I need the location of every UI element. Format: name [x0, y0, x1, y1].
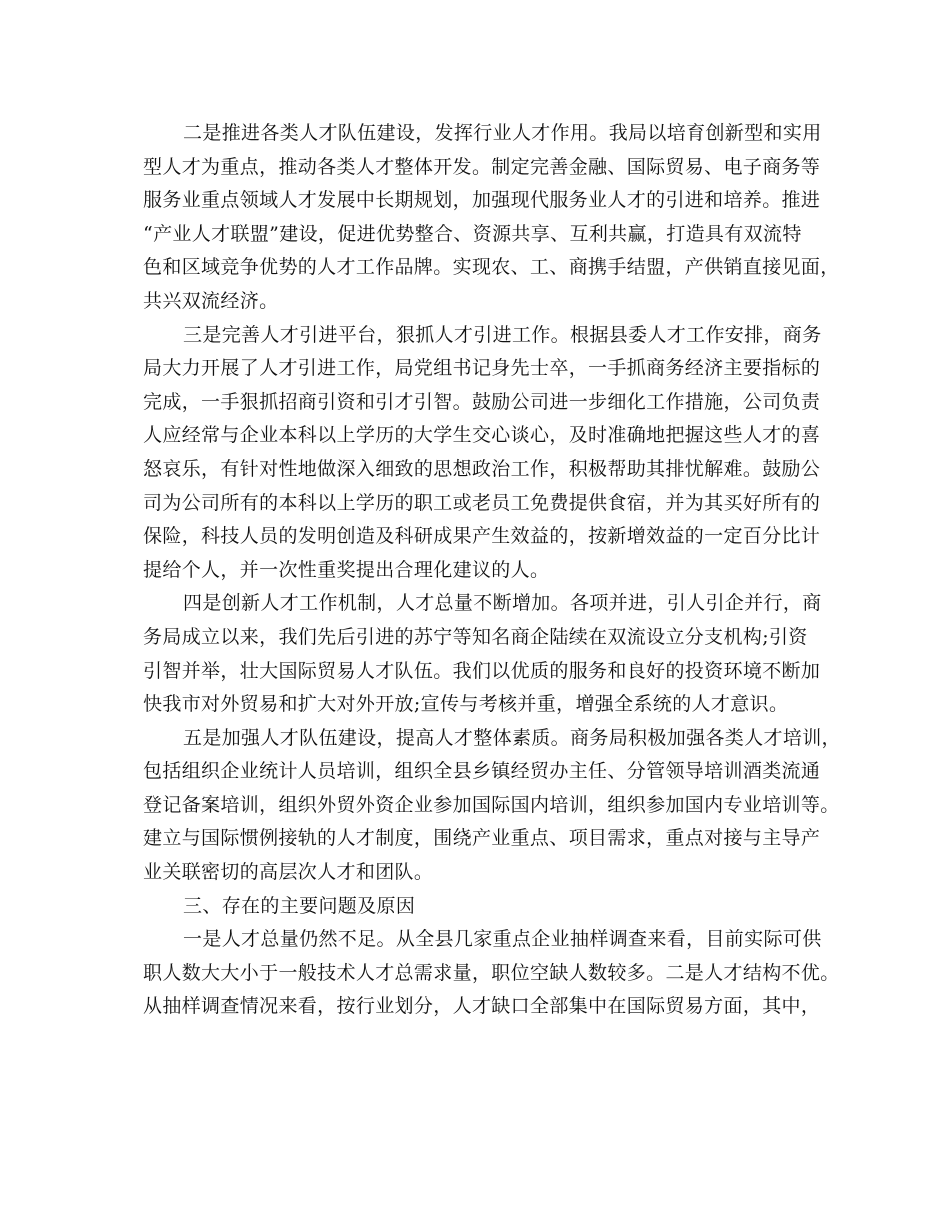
section-heading-problems	[143, 890, 808, 924]
text-line: 怒哀乐，有针对性地做深入细致的思想政治工作，积极帮助其排忧解难。鼓励公	[143, 457, 821, 480]
paragraph-overall-quality	[143, 722, 841, 890]
text-line: 包括组织企业统计人员培训，组织全县乡镇经贸办主任、分管领导培训酒类流通	[143, 760, 821, 783]
text-line: 局大力开展了人才引进工作，局党组书记身先士卒，一手抓商务经济主要指标的	[143, 357, 821, 380]
text-line: 共兴双流经济。	[143, 289, 279, 312]
text-line: 服务业重点领域人才发展中长期规划，加强现代服务业人才的引进和培养。推进	[143, 189, 821, 212]
document-page	[143, 117, 841, 1024]
text-line: 色和区域竞争优势的人才工作品牌。实现农、工、商携手结盟，产供销直接见面，	[143, 256, 840, 279]
text-line: 引智并举，壮大国际贸易人才队伍。我们以优质的服务和良好的投资环境不断加	[143, 659, 821, 682]
text-line: 建立与国际惯例接轨的人才制度，围绕产业重点、项目需求，重点对接与主导产	[143, 827, 821, 850]
text-line: 务局成立以来，我们先后引进的苏宁等知名商企陆续在双流设立分支机构;引资	[143, 625, 808, 648]
text-line: 五是加强人才队伍建设，提高人才整体素质。商务局积极加强各类人才培训，	[183, 726, 841, 749]
text-line: 三、存在的主要问题及原因	[183, 894, 416, 917]
text-line: 人应经常与企业本科以上学历的大学生交心谈心，及时准确地把握这些人才的喜	[143, 424, 821, 447]
text-line: 一是人才总量仍然不足。从全县几家重点企业抽样调查来看，目前实际可供	[183, 928, 822, 951]
text-line: 职人数大大小于一般技术人才总需求量，职位空缺人数较多。二是人才结构不优。	[143, 961, 840, 984]
text-line: 登记备案培训，组织外贸外资企业参加国际国内培训，组织参加国内专业培训等。	[143, 793, 840, 816]
text-line: 三是完善人才引进平台，狠抓人才引进工作。根据县委人才工作安排，商务	[183, 323, 822, 346]
text-line: 从抽样调查情况来看，按行业划分，人才缺口全部集中在国际贸易方面，其中，	[143, 995, 821, 1018]
text-line: 二是推进各类人才队伍建设，发挥行业人才作用。我局以培育创新型和实用	[183, 122, 822, 144]
text-line: 保险，科技人员的发明创造及科研成果产生效益的，按新增效益的一定百分比计	[143, 525, 821, 548]
text-line: 业关联密切的高层次人才和团队。	[143, 861, 434, 884]
text-line: 型人才为重点，推动各类人才整体开发。制定完善金融、国际贸易、电子商务等	[143, 155, 821, 178]
text-line: 快我市对外贸易和扩大对外开放;宣传与考核并重，增强全系统的人才意识。	[143, 693, 789, 716]
text-line: 完成，一手狠抓招商引资和引才引智。鼓励公司进一步细化工作措施，公司负责	[143, 390, 821, 413]
paragraph-talent-introduction	[143, 319, 822, 588]
paragraph-talent-teams	[143, 117, 840, 319]
paragraph-work-mechanism	[143, 587, 822, 721]
text-line: “产业人才联盟”建设，促进优势整合、资源共享、互利共赢，打造具有双流特	[143, 222, 802, 245]
text-line: 四是创新人才工作机制，人才总量不断增加。各项并进，引人引企并行，商	[183, 592, 822, 615]
paragraph-talent-shortage	[143, 923, 840, 1024]
text-line: 司为公司所有的本科以上学历的职工或老员工免费提供食宿，并为其买好所有的	[143, 491, 821, 514]
text-line: 提给个人，并一次性重奖提出合理化建议的人。	[143, 558, 550, 581]
